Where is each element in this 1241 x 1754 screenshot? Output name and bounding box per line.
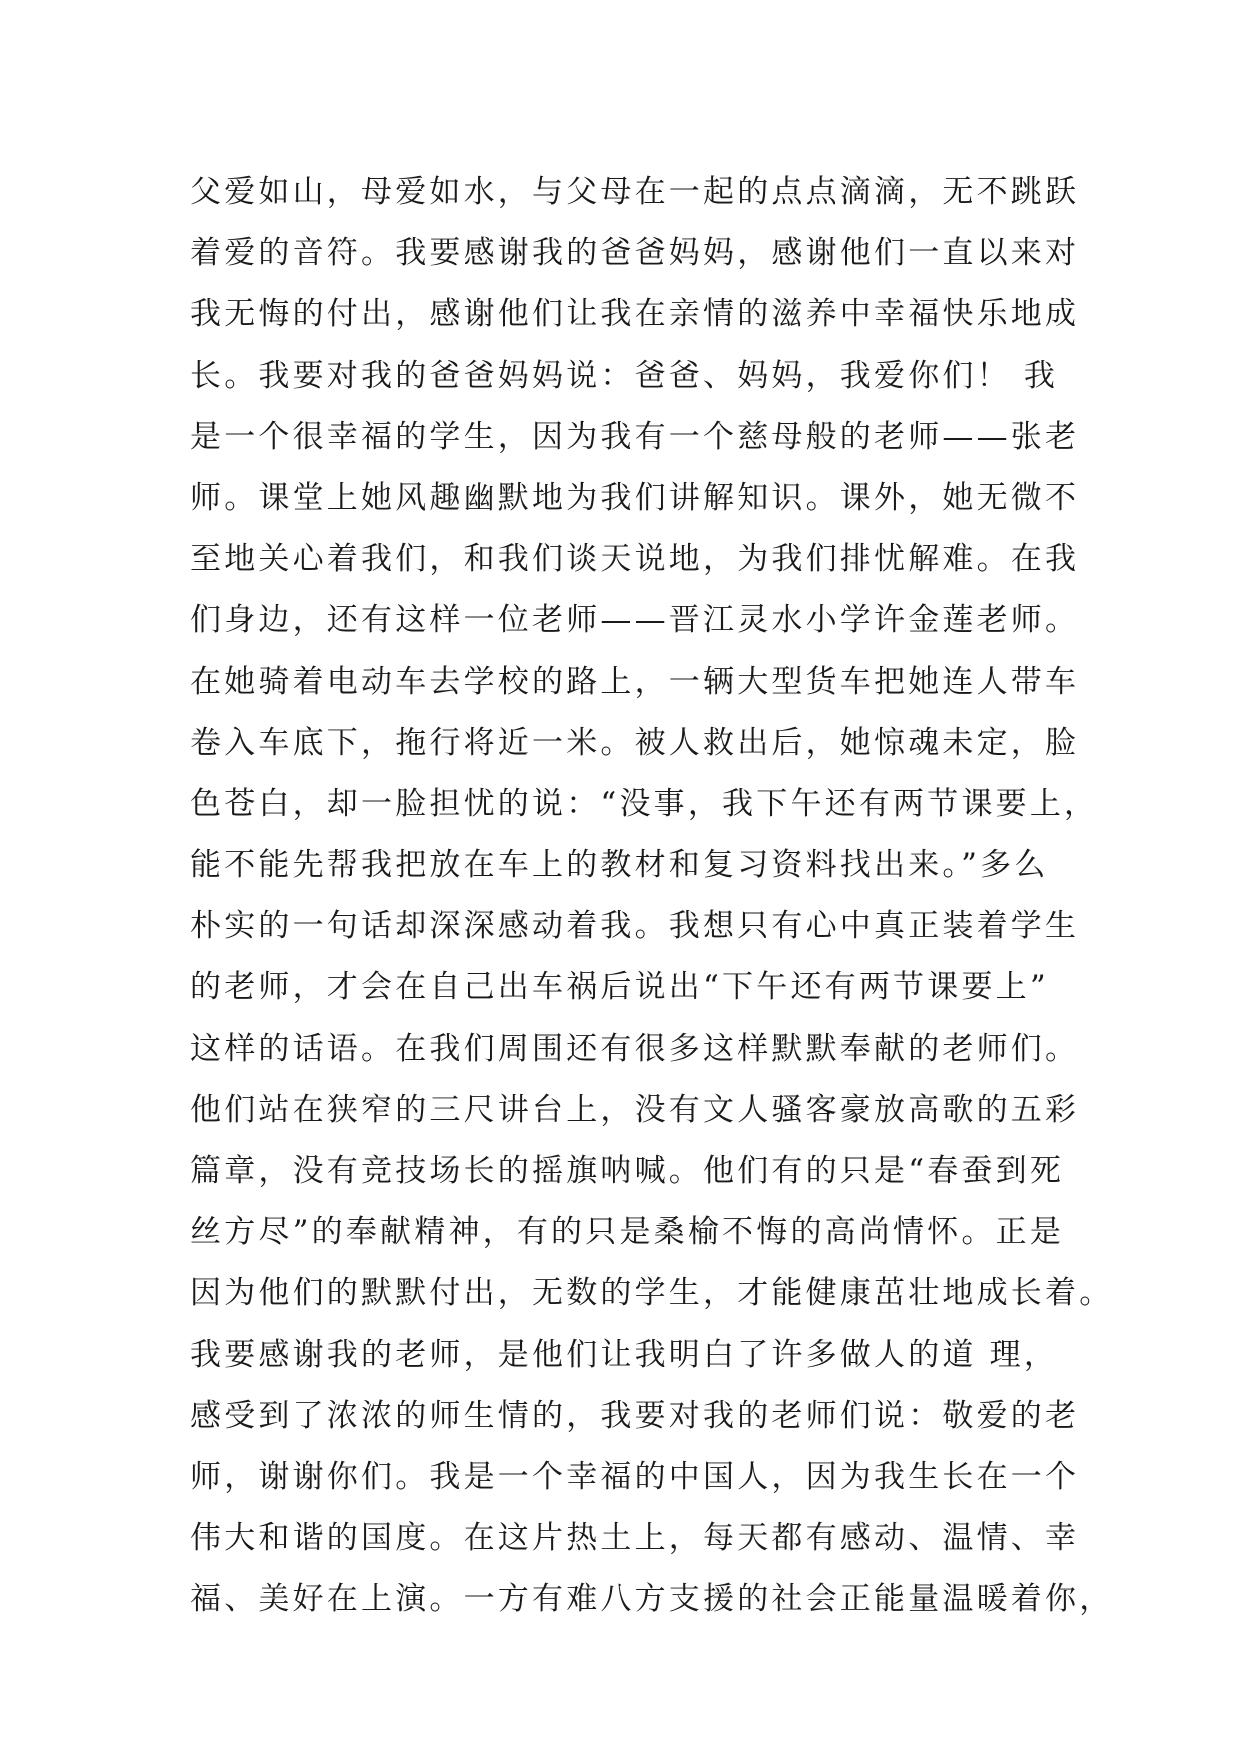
text-line-23: 伟大和谐的国度。在这片热土上，每天都有感动、温情、幸: [190, 1520, 1080, 1557]
text-line-13: 朴实的一句话却深深感动着我。我想只有心中真正装着学生: [190, 908, 1080, 945]
text-line-1: 父爱如山，母爱如水，与父母在一起的点点滴滴，无不跳跃: [190, 174, 1080, 210]
text-line-3: 我无悔的付出，感谢他们让我在亲情的滋养中幸福快乐地成: [190, 296, 1080, 333]
text-line-2: 着爱的音符。我要感谢我的爸爸妈妈，感谢他们一直以来对: [190, 235, 1080, 272]
text-line-5: 是一个很幸福的学生，因为我有一个慈母般的老师——张老: [190, 418, 1080, 455]
text-line-7: 至地关心着我们，和我们谈天说地，为我们排忧解难。在我: [190, 541, 1080, 578]
text-line-21: 感受到了浓浓的师生情的，我要对我的老师们说：敬爱的老: [190, 1397, 1080, 1434]
text-line-17: 篇章，没有竞技场长的摇旗呐喊。他们有的只是“春蚕到死: [190, 1153, 1065, 1189]
text-line-6: 师。课堂上她风趣幽默地为我们讲解知识。课外，她无微不: [190, 479, 1080, 516]
text-line-9: 在她骑着电动车去学校的路上，一辆大型货车把她连人带车: [190, 663, 1080, 700]
text-line-15: 这样的话语。在我们周围还有很多这样默默奉献的老师们。: [190, 1030, 1080, 1067]
text-line-16: 他们站在狭窄的三尺讲台上，没有文人骚客豪放高歌的五彩: [190, 1091, 1080, 1128]
text-line-11: 色苍白，却一脸担忧的说：“没事，我下午还有两节课要上，: [190, 785, 1099, 822]
text-line-24: 福、美好在上演。一方有难八方支援的社会正能量温暖着你，: [190, 1581, 1114, 1618]
text-line-8: 们身边，还有这样一位老师——晋江灵水小学许金莲老师。: [190, 602, 1080, 639]
text-line-12: 能不能先帮我把放在车上的教材和复习资料找出来。”多么: [190, 847, 1049, 884]
text-line-22: 师，谢谢你们。我是一个幸福的中国人，因为我生长在一个: [190, 1458, 1080, 1495]
text-line-19: 因为他们的默默付出，无数的学生，才能健康茁壮地成长着。: [190, 1275, 1114, 1312]
text-line-14: 的老师，才会在自己出车祸后说出“下午还有两节课要上”: [190, 969, 1049, 1006]
text-line-18: 丝方尽”的奉献精神，有的只是桑榆不悔的高尚情怀。正是: [190, 1214, 1065, 1251]
body-text: [190, 162, 1114, 1631]
text-line-20: 我要感谢我的老师，是他们让我明白了许多做人的道 理，: [190, 1336, 1059, 1373]
text-line-10: 卷入车底下，拖行将近一米。被人救出后，她惊魂未定，脸: [190, 724, 1080, 761]
text-line-4: 长。我要对我的爸爸妈妈说：爸爸、妈妈，我爱你们！ 我: [190, 357, 1059, 394]
